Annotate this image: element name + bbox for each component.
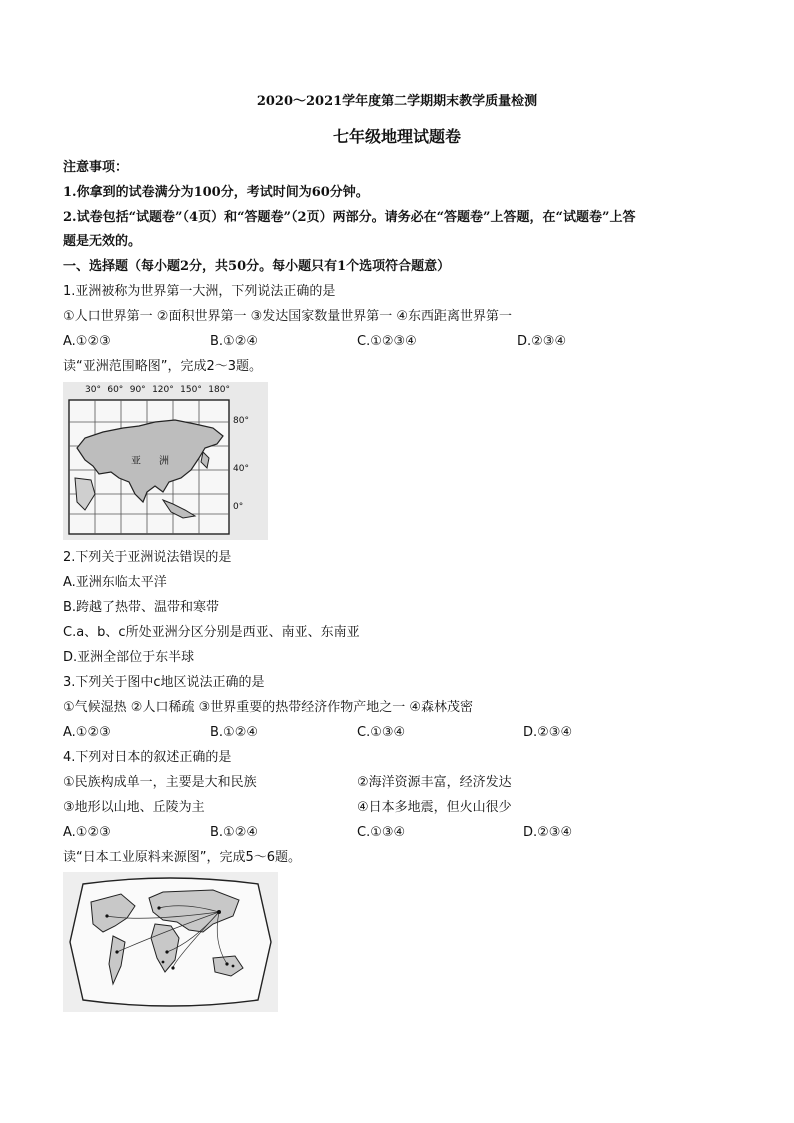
q4-option-c: C.①③④ xyxy=(357,825,406,840)
notes-heading: 注意事项： xyxy=(63,160,129,175)
map1-lon-label: 30° xyxy=(85,385,101,395)
notes-item-1: 1.你拿到的试卷满分为100分，考试时间为60分钟。 xyxy=(63,185,369,200)
map1-lon-label: 150° xyxy=(180,385,202,395)
map1-lat-label-0: 0° xyxy=(233,502,244,512)
notes-item-2-line-1: 2.试卷包括“试题卷”（4页）和“答题卷”（2页）两部分。请务必在“答题卷”上答题，在“试题卷”上答 xyxy=(63,210,636,225)
q1-statements: ①人口世界第一 ②面积世界第一 ③发达国家数量世界第一 ④东西距离世界第一 xyxy=(63,309,513,324)
q4-option-d: D.②③④ xyxy=(523,825,573,840)
paper-title: 七年级地理试题卷 xyxy=(332,127,461,146)
map1-lon-label: 180° xyxy=(208,385,230,395)
q4-statement-3: ③地形以山地、丘陵为主 xyxy=(63,800,205,815)
q4-statement-4: ④日本多地震，但火山很少 xyxy=(357,800,512,815)
q2-option-b: B.跨越了热带、温带和寒带 xyxy=(63,600,220,615)
exam-title: 2020～2021学年度第二学期期末教学质量检测 xyxy=(256,94,538,109)
q4-statement-1: ①民族构成单一，主要是大和民族 xyxy=(63,775,257,790)
q1-stem: 1.亚洲被称为世界第一大洲，下列说法正确的是 xyxy=(63,284,336,299)
map1-region-label: 洲 xyxy=(159,456,169,467)
q4-option-b: B.①②④ xyxy=(210,825,259,840)
q2-option-d: D.亚洲全部位于东半球 xyxy=(63,650,195,665)
section-1-heading: 一、选择题（每小题2分，共50分。每小题只有1个选项符合题意） xyxy=(63,259,451,274)
map1-lat-label-80: 80° xyxy=(233,416,249,426)
read-instruction-2: 读“日本工业原料来源图”，完成5～6题。 xyxy=(63,850,302,865)
asia-range-map xyxy=(63,382,268,540)
q1-option-b: B.①②④ xyxy=(210,334,259,349)
map1-lat-label-40: 40° xyxy=(233,464,249,474)
q1-option-d: D.②③④ xyxy=(517,334,567,349)
map1-lon-label: 120° xyxy=(152,385,174,395)
q4-option-a: A.①②③ xyxy=(63,825,111,840)
q4-stem: 4.下列对日本的叙述正确的是 xyxy=(63,750,232,765)
q1-option-c: C.①②③④ xyxy=(357,334,417,349)
q2-stem: 2.下列关于亚洲说法错误的是 xyxy=(63,550,232,565)
map1-lon-label: 60° xyxy=(107,385,124,395)
read-instruction-1: 读“亚洲范围略图”，完成2～3题。 xyxy=(63,359,263,374)
q3-statements: ①气候湿热 ②人口稀疏 ③世界重要的热带经济作物产地之一 ④森林茂密 xyxy=(63,700,474,715)
map1-region-label: 亚 xyxy=(131,456,141,467)
japan-raw-material-map xyxy=(63,872,278,1012)
q4-statement-2: ②海洋资源丰富，经济发达 xyxy=(357,775,512,790)
q2-option-c: C.a、b、c所处亚洲分区分别是西亚、南亚、东南亚 xyxy=(63,625,360,640)
q2-option-a: A.亚洲东临太平洋 xyxy=(63,575,167,590)
notes-item-2-line-2: 题是无效的。 xyxy=(63,234,142,249)
map1-lon-label: 90° xyxy=(129,385,146,395)
map1-longitude-labels xyxy=(85,385,230,395)
world-map-figure xyxy=(63,872,278,1012)
q3-option-b: B.①②④ xyxy=(210,725,259,740)
q3-option-d: D.②③④ xyxy=(523,725,573,740)
q1-option-a: A.①②③ xyxy=(63,334,111,349)
q3-stem: 3.下列关于图中c地区说法正确的是 xyxy=(63,675,265,690)
q3-option-a: A.①②③ xyxy=(63,725,111,740)
q3-option-c: C.①③④ xyxy=(357,725,406,740)
